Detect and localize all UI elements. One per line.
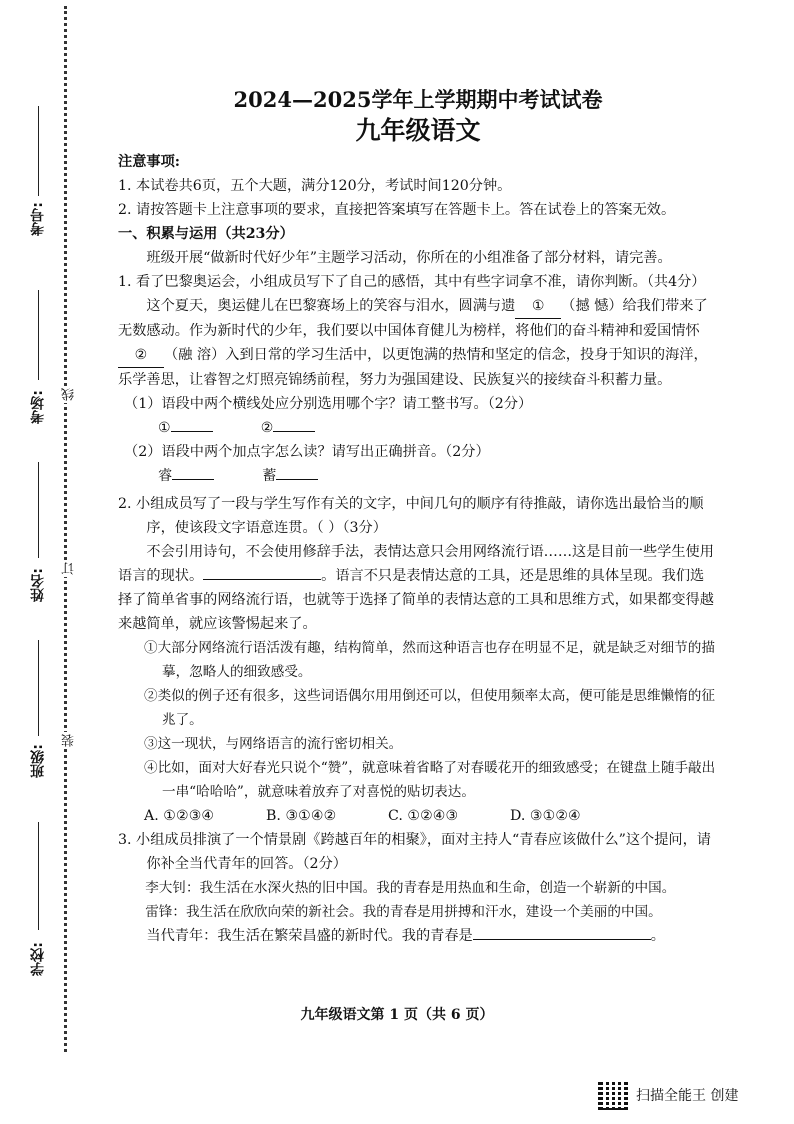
school-label: 学校: <box>30 942 46 976</box>
q2-choices <box>118 804 718 828</box>
answer-blank[interactable] <box>203 579 321 580</box>
q2-option: ④比如，面对大好春光只说个“赞”，就意味着省略了对春暖花开的细致感受；在键盘上随手敲出一串“哈哈哈”，就意味着放弃了对喜悦的贴切表达。 <box>144 760 716 800</box>
notes-heading: 注意事项: <box>118 154 180 170</box>
binding-margin <box>0 0 100 1124</box>
name-line <box>38 462 39 558</box>
q2-option: ③这一现状，与网络语言的流行密切相关。 <box>144 736 403 752</box>
passage-text: 给我们带来了无数感动。作为新时代的少年，我们要以中国体育健儿为榜样，将他们的奋斗精神和爱国情怀 <box>118 298 708 339</box>
q3-answer-line <box>118 924 718 948</box>
page-footer: 九年级语文第 1 页（共 6 页） <box>300 1007 494 1023</box>
exam-no-label: 考号: <box>30 202 46 236</box>
answer-blank[interactable] <box>273 431 315 432</box>
question-2-passage <box>118 540 718 636</box>
exam-title: 2024—2025学年上学期期中考试试卷 <box>233 87 603 112</box>
choice-d[interactable]: D. ③①②④ <box>510 808 581 824</box>
blank-label: 睿 <box>158 468 173 484</box>
section-heading: 一、积累与运用（共23分） <box>118 226 294 242</box>
choice-a[interactable]: A. ①②③④ <box>144 808 215 824</box>
answer-blank[interactable]: ② <box>118 343 164 368</box>
char-choice: （融 溶） <box>164 347 226 363</box>
exam-content <box>118 86 718 948</box>
question-1-stem: 1. 看了巴黎奥运会，小组成员写下了自己的感悟，其中有些字词拿不准，请你判断。（共4分） <box>118 274 706 290</box>
q2-option: ①大部分网络流行语活泼有趣，结构简单，然而这种语言也存在明显不足，就是缺乏对细节的描摹，忽略人的细致感受。 <box>144 640 715 680</box>
blank-label: ① <box>158 420 171 436</box>
qr-code-icon <box>598 1080 628 1110</box>
note-item: 1. 本试卷共6页，五个大题，满分120分，考试时间120分钟。 <box>118 178 512 194</box>
q3-line: 李大钊：我生活在水深火热的旧中国。我的青春是用热血和生命，创造一个崭新的中国。 <box>145 880 676 896</box>
section-intro: 班级开展“做新时代好少年”主题学习活动，你所在的小组准备了部分材料，请完善。 <box>146 250 672 266</box>
note-item: 2. 请按答题卡上注意事项的要求，直接把答案填写在答题卡上。答在试卷上的答案无效。 <box>118 202 676 218</box>
passage-text: 。语言不只是表情达意的工具，还是思维的具体呈现。我们选择了简单省事的网络流行语，也就等于选择了简单的表情达意的工具和思维方式，如果都变得越来越简单，就应该警惕起来了。 <box>118 568 714 632</box>
q3-period: 。 <box>650 928 665 944</box>
passage-text: 入到日常的学习生活中，以更饱满的热情和坚定的信念，投身于知识的海洋，乐学善思，让睿智之灯照亮锦绣前程，努力为强国建设、民族复兴的接续奋斗积蓄力量。 <box>118 347 708 388</box>
scanner-watermark <box>598 1080 738 1110</box>
sub2-answers <box>118 464 718 488</box>
passage-text: 这个夏天，奥运健儿在巴黎赛场上的笑容与泪水，圆满与遗 <box>146 298 516 314</box>
passage-text: 不会引用诗句，不会使用修辞手法，表情达意只会用网络流行语……这是目前一些学生使用语言的现状。 <box>118 544 714 584</box>
class-line <box>38 640 39 736</box>
exam-subtitle: 九年级语文 <box>355 116 481 145</box>
choice-c[interactable]: C. ①②④③ <box>388 808 459 824</box>
answer-blank[interactable] <box>473 939 651 940</box>
class-label: 班级: <box>30 744 46 778</box>
answer-blank[interactable]: ① <box>515 294 561 319</box>
binding-word-staple: 订 <box>62 562 77 575</box>
q3-prompt: 当代青年：我生活在繁荣昌盛的新时代。我的青春是 <box>146 928 473 944</box>
question-2-stem: 2. 小组成员写了一段与学生写作有关的文字，中间几句的顺序有待推敲，请你选出最恰当的顺序，使该段文字语意连贯。（ ）（3分） <box>118 496 704 536</box>
binding-word-bind: 装 <box>62 734 77 747</box>
binding-dotted-line <box>64 6 67 1052</box>
answer-blank[interactable] <box>172 479 214 480</box>
question-1-sub2: （2）语段中两个加点字怎么读？请写出正确拼音。（2分） <box>124 444 490 460</box>
exam-no-line <box>38 106 39 196</box>
char-choice: （撼 憾） <box>561 298 623 314</box>
exam-room-label: 考场: <box>30 390 46 424</box>
question-1-sub1: （1）语段中两个横线处应分别选用哪个字？请工整书写。（2分） <box>124 396 533 412</box>
q3-line: 雷锋：我生活在欣欣向荣的新社会。我的青春是用拼搏和汗水，建设一个美丽的中国。 <box>145 904 662 920</box>
answer-blank[interactable] <box>171 431 213 432</box>
sub1-answers <box>118 416 718 440</box>
blank-label: ② <box>260 420 274 436</box>
binding-word-line: 线 <box>62 388 77 401</box>
school-line <box>38 822 39 930</box>
scanner-label: 扫描全能王 创建 <box>636 1088 739 1104</box>
q2-option: ②类似的例子还有很多，这些词语偶尔用用倒还可以，但使用频率太高，便可能是思维懒惰的征兆了。 <box>144 688 715 728</box>
question-1-passage <box>118 294 718 392</box>
exam-room-line <box>38 290 39 380</box>
question-3-stem: 3. 小组成员排演了一个情景剧《跨越百年的相聚》，面对主持人“青春应该做什么”这个提问，请你补全当代青年的回答。（2分） <box>118 832 711 872</box>
choice-b[interactable]: B. ③①④② <box>266 808 337 824</box>
blank-label: 蓄 <box>262 468 277 484</box>
answer-blank[interactable] <box>276 479 318 480</box>
name-label: 姓名: <box>30 568 46 602</box>
